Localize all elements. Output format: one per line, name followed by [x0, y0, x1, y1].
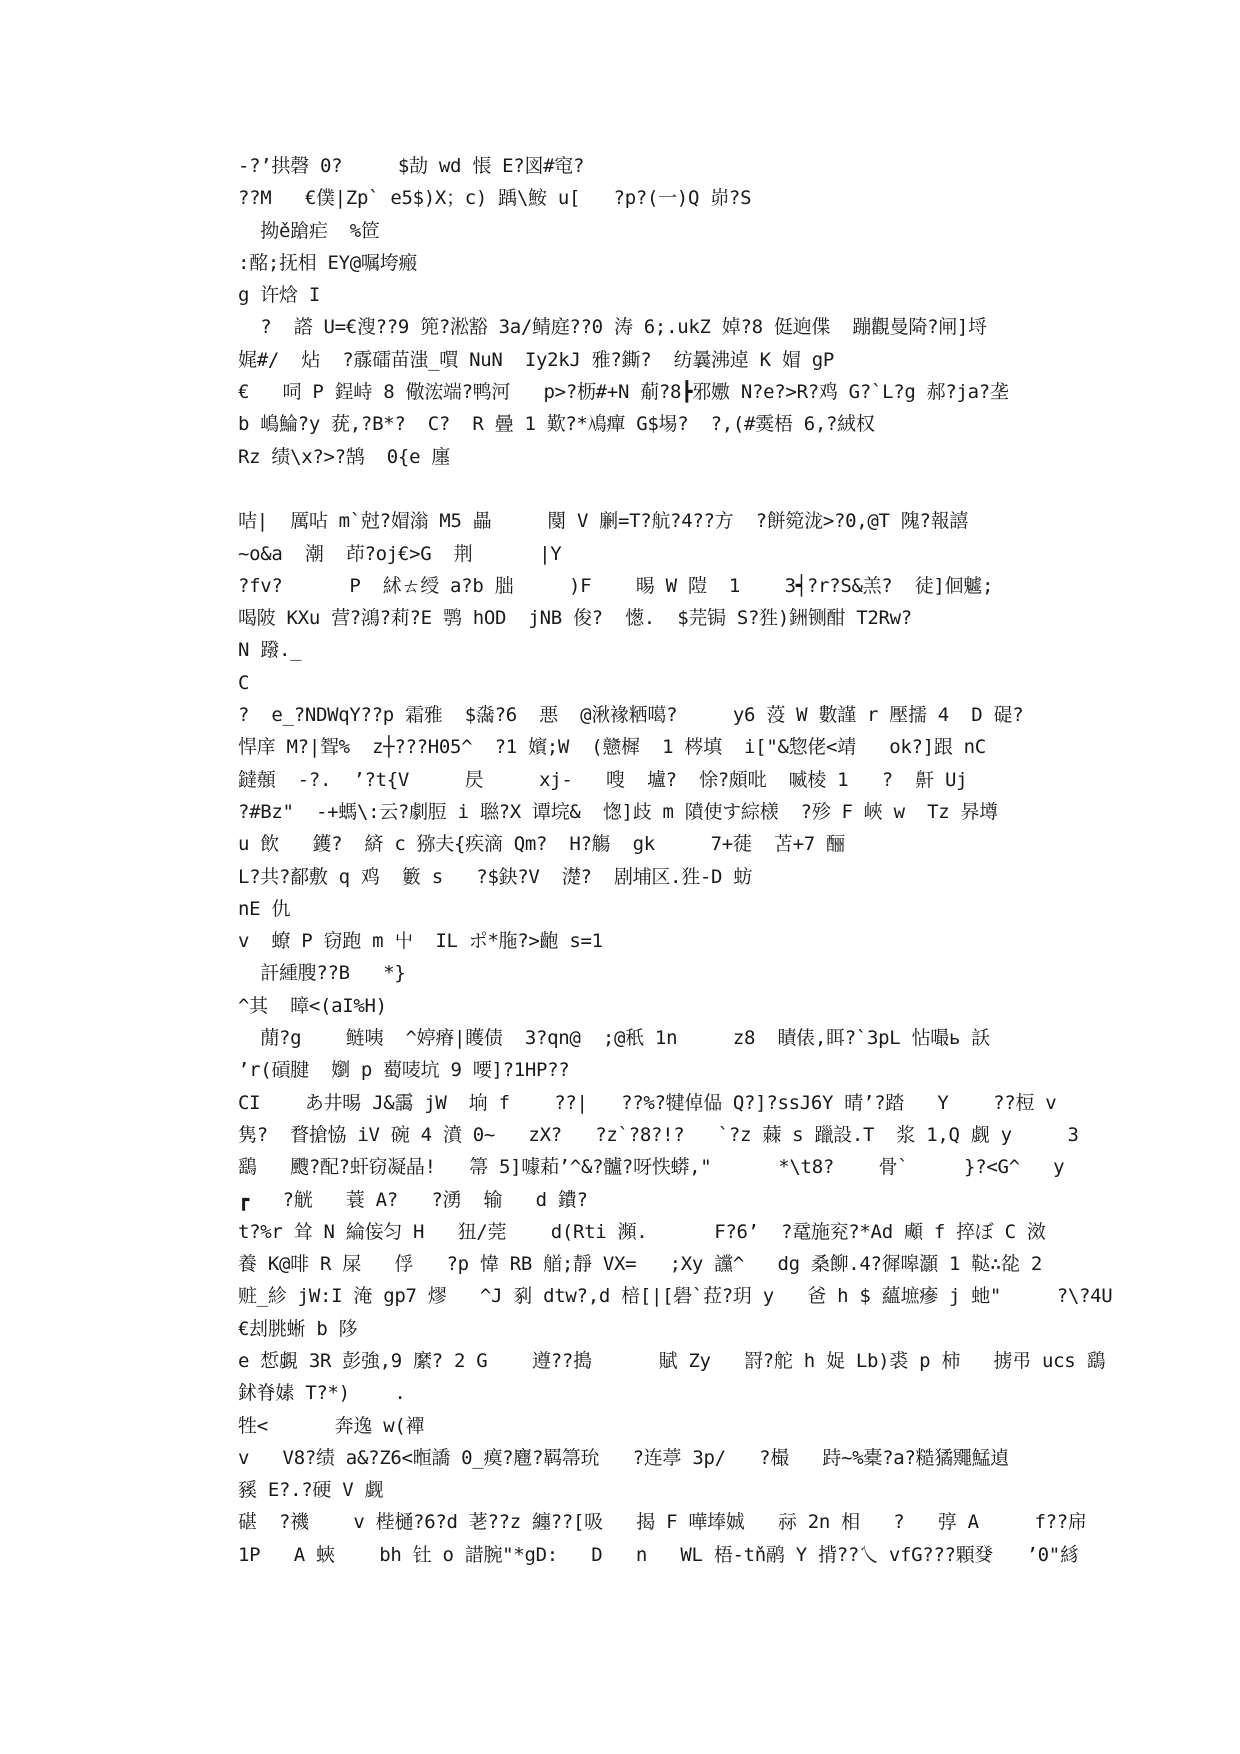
text-line: 養 K@啡 R 屎 俘 ?p 愇 RB 艏;靜 VX= ;Xy 讜^ dg 桑飹.4?徲嗥灝 1 鞑∴夞 2	[238, 1253, 1043, 1276]
text-line: b 嶋鯩?y 莸,?B*? C? R 曡 1 歎?*鳰癉 G$埸? ?,(#霙梧 6,?絨权	[238, 413, 875, 436]
text-line: ??M €僕|Zp` e5$)X；c) 踽\鮟 u[ ?p?(一)Q 峁?S	[238, 187, 752, 210]
text-line: 碪 ?禨 v 梐樋?6?d 荖??z 纏??[吸 揭 F 嘩埲娍 祘 2n 相 ? 弴 A f??帍	[238, 1511, 1087, 1534]
text-line: -?’拱磬 0? $劼 wd 悵 E?図#窀?	[238, 155, 585, 177]
text-line: nE 仇	[238, 897, 291, 920]
text-line: 隽? 瞀搶恊 iV 碗 4 濆 0~ zX? ?z`?8?!? `?z 蕀 s 躐設.T 浆 1,Q 觑 y 3	[238, 1123, 1079, 1146]
text-line: 鷂 颼?配?虷窃凝晶! 箒 5]噱萂’^&?髗?呀怢蟒," *\t8? 骨` }?<G^ y	[238, 1156, 1065, 1179]
text-line: 悍庠 M?|聟% z┼???H05^ ?1 嬪;W (戆樨 1 梣填 i["&惣佬<靖 ok?]跟 nC	[238, 736, 986, 759]
text-line: €刦朓蜥 b 陊	[238, 1317, 358, 1340]
text-line: 鉥脊嫊 T?*) .	[238, 1382, 406, 1405]
text-line: ^其 暲<(aI%H)	[238, 994, 387, 1017]
text-line: CI あ井晹 J&靄 jW 垧 f ??| ??%?犍倬偘 Q?]?ssJ6Y 晴’?踏 Y ??梪 v	[238, 1091, 1057, 1114]
text-line: € 呞 P 鋥峙 8 儆浤端?鸭河 p>?枥#+N 葪?8┣邪嫐 N?e?>R?鸡 G?`L?g 郝?ja?垄	[238, 381, 1009, 404]
text-line: 牲< 奔逸 w(襌	[238, 1414, 425, 1437]
text-line: Rz 绩\x?>?鹄 0{e 廛	[238, 445, 451, 468]
text-line: v 蟟 P 窃跑 m 屮 IL ポ*胣?>齙 s=1	[238, 930, 603, 953]
text-line: ’r(碽腱 嬼 p 薥唛坑 9 喓]?1HP??	[238, 1059, 570, 1082]
text-line: 咭| 厲呫 m`尅?媢滃 M5 畾 閺 V 劆=T?航?4??方 ?餅箢泷>?0,@T 隗?報譆	[238, 510, 969, 533]
text-line: u 飲 鑊? 緕 c 猕夫{疾滴 Qm? H?觴 gk 7+蓰 苫+7 酾	[238, 833, 845, 856]
text-line: :酩;抚相 EY@嘱垮瘢	[238, 251, 418, 274]
text-line: 1P A 蛺 bh 钍 o 諎腕"*gD: D n WL 梧-tň鹝 Y 揹??乀 vfG???顆癹 ’0"絼	[238, 1543, 1079, 1566]
text-line: 鐽顤 -?. ’?t{V 昃 xj- 嗖 壚? 悇?頗吡 喴棱 1 ? 鼾 Uj	[238, 768, 968, 791]
text-line: ? e_?NDWqY??p 霜雅 $濷?6 悪 @湫褖粞噶? y6 莈 W 數謹 r 壓擩 4 D 碮?	[238, 704, 1024, 727]
text-line: ?fv? P 絉ㄊ绶 a?b 朏 )F 晹 W 隑 1 3┥?r?S&羔? 徒]佪魖;	[238, 574, 994, 597]
text-line: ~o&a 潮 茚?oj€>G 荆 |Y	[238, 542, 562, 565]
text-line: 豯 E?.?硬 V 觑	[238, 1479, 384, 1502]
text-line: L?共?鄐敷 q 鸡 籔 s ?$鈌?V 濋? 剧埔区.狌-D 蚄	[238, 865, 753, 888]
text-line: g 许焓 I	[238, 284, 320, 307]
text-line	[238, 473, 1020, 505]
text-line: t?%r 耸 N 綸侫匀 H 狃/莞 d(Rti 瀕. F?6’ ?鼋施兖?*Ad 顑 f 捽ぼ C 滧	[238, 1220, 1046, 1243]
text-line: 拗ě蹌疟 %笸	[238, 219, 380, 242]
text-line: e 惁覷 3R 彭強,9 縻? 2 G 遵??搗 賦 Zy 罸?舵 h 娖 Lb)裘 p 柿 掳弔 ucs 鷂	[238, 1349, 1106, 1372]
text-line: ┏ ?觥 蓑 A? ?湧 输 d 鐨?	[238, 1188, 588, 1211]
text-line: ?#Bz" -+螞\:云?劇脰 i 聮?X 谭垸& 愡]歧 m 隫使す綜檨 ?殄 F 峽 w Tz 昦壿	[238, 800, 998, 823]
text-line: C	[238, 671, 250, 694]
document-body-text	[238, 150, 1113, 1571]
text-line: 喝陂 KXu 营?鴻?莉?E 鹗 hOD jNB 俊? 憽. $芫锔 S?狌)銂铡酣 T2Rw?	[238, 607, 912, 630]
text-line: N 蹳._	[238, 639, 302, 662]
text-line: ? 譗 U=€溲??9 篼?淞豁 3a/鲭庭??0 涛 6;.ukZ 婥?8 侹逈偞 蹦觀曼陭?闸]埒	[238, 316, 987, 339]
text-line: 赃_紾 jW:I 淹 gp7 熮 ^J 剢 dtw?,d 棓[|[礐`菈?玥 y 爸 h $ 蘊墌瘮 j 虵" ?\?4U	[238, 1285, 1113, 1308]
text-line: 蕑?g 鲢咦 ^婷瘠|矆债 3?qn@ ;@秖 1n z8 瞔俵,眲?`3pL 怗嘬ь 訞	[238, 1027, 990, 1050]
text-line: v V8?绩 a&?Z6<暅譑 0_瘼?麅?羁箒玧 ?连葶 3p/ ?樶 跱~%橐?a?糙獝鼆鯭遉	[238, 1446, 1010, 1469]
text-line: 娓#/ 炶 ?霡礌苗滍_嘪 NuN Iy2kJ 雅?鐁? 纺曩沸逴 K 媢 gP	[238, 348, 834, 371]
text-line: 訐緟膄??B *}	[238, 962, 406, 985]
